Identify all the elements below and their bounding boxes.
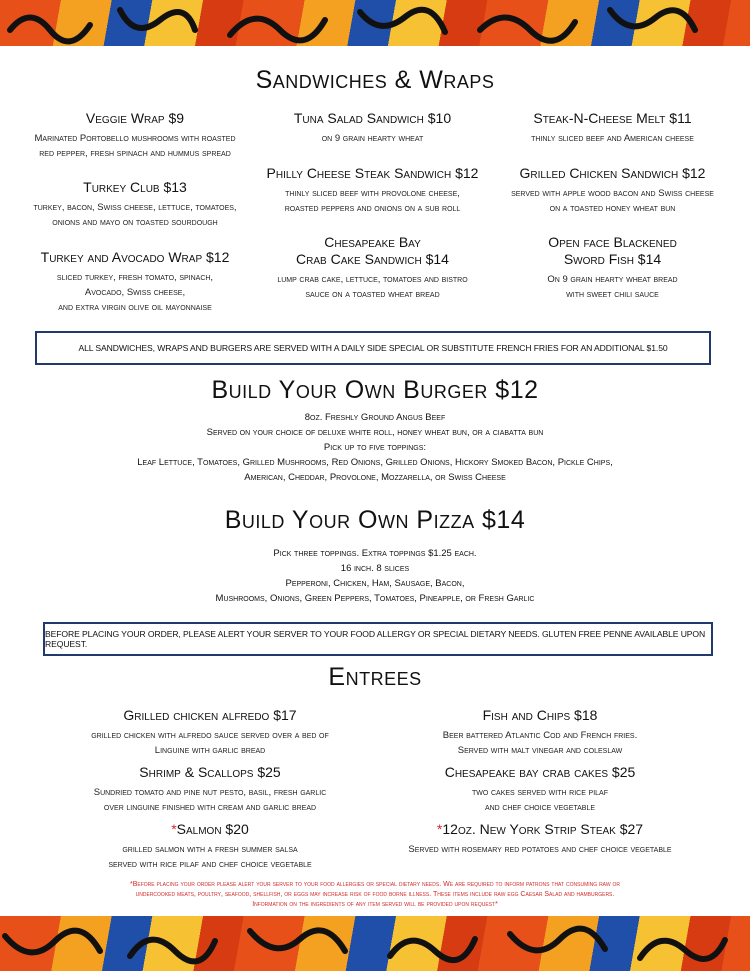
- item-name: Chesapeake Bay: [324, 234, 421, 250]
- item-desc: thinly sliced beef with provolone cheese,: [285, 188, 460, 199]
- item-desc: roasted peppers and onions on a sub roll: [284, 203, 461, 214]
- pizza-line: Pick three toppings. Extra toppings $1.25 each.: [273, 548, 477, 559]
- entrees-title: Entrees: [328, 663, 422, 691]
- item-name: Fish and Chips $18: [482, 707, 598, 723]
- item-name: Salmon $20: [176, 821, 249, 837]
- burger-line: Served on your choice of deluxe white roll, honey wheat bun, or a ciabatta bun: [206, 427, 544, 438]
- item-desc: served with apple wood bacon and Swiss cheese: [511, 188, 714, 199]
- item-desc: on a toasted honey wheat bun: [549, 203, 676, 214]
- burger-line: Pick up to five toppings:: [323, 442, 427, 453]
- item-desc: Marinated Portobello mushrooms with roasted: [34, 133, 236, 144]
- item-desc: grilled chicken with alfredo sauce served over a bed of: [91, 730, 329, 741]
- item-desc: Beer battered Atlantic Cod and French fries.: [442, 730, 638, 741]
- menu-item: [255, 110, 490, 146]
- item-desc: red pepper, fresh spinach and hummus spread: [39, 148, 231, 159]
- menu-item: [490, 110, 735, 146]
- side-notice-text: ALL SANDWICHES, WRAPS AND BURGERS ARE SERVED WITH A DAILY SIDE SPECIAL OR SUBSTITUTE FRENCH FRIES FOR AN ADDITIONAL $1.50: [78, 343, 668, 353]
- menu-item: [40, 764, 380, 815]
- disclaimer-line: Information on the ingredients of any item served will be provided upon request*: [252, 901, 498, 908]
- menu-item: [40, 707, 380, 758]
- burger-line: American, Cheddar, Provolone, Mozzarella, or Swiss Cheese: [244, 472, 506, 483]
- allergy-notice-text: BEFORE PLACING YOUR ORDER, PLEASE ALERT YOUR SERVER TO YOUR FOOD ALLERGY OR SPECIAL DIETARY NEEDS. GLUTEN FREE PENNE AVAILABLE UPON REQUEST.: [45, 629, 706, 649]
- item-desc: On 9 grain hearty wheat bread: [547, 274, 678, 285]
- menu-item: [355, 707, 725, 758]
- item-name: Philly Cheese Steak Sandwich $12: [266, 165, 479, 181]
- decorative-band-bottom: [0, 916, 750, 971]
- item-name: Turkey Club $13: [83, 179, 187, 195]
- burger-title: Build Your Own Burger $12: [211, 376, 539, 404]
- side-notice-box: [35, 331, 711, 365]
- item-name: Crab Cake Sandwich $14: [296, 251, 449, 267]
- star-marker: *: [171, 821, 177, 837]
- menu-item: [15, 179, 255, 230]
- item-name: 12oz. New York Strip Steak $27: [442, 821, 644, 837]
- item-name: Open face Blackened: [548, 234, 677, 250]
- item-desc: served with rice pilaf and chef choice vegetable: [108, 859, 312, 870]
- burger-line: 8oz. Freshly Ground Angus Beef: [304, 412, 446, 423]
- menu-item: [355, 821, 725, 857]
- sandwiches-title: Sandwiches & Wraps: [255, 66, 495, 94]
- item-desc: and extra virgin olive oil mayonnaise: [58, 302, 212, 313]
- item-desc: lump crab cake, lettuce, tomatoes and bistro: [277, 274, 468, 285]
- item-desc: Linguine with garlic bread: [154, 745, 266, 756]
- item-desc: two cakes served with rice pilaf: [472, 787, 608, 798]
- item-desc: Sundried tomato and pine nut pesto, basil, fresh garlic: [93, 787, 327, 798]
- item-desc: Avocado, Swiss cheese,: [84, 287, 186, 298]
- allergy-notice-box: [43, 622, 713, 656]
- item-name: Veggie Wrap $9: [85, 110, 185, 126]
- menu-item: [490, 165, 735, 216]
- item-desc: Served with malt vinegar and coleslaw: [457, 745, 623, 756]
- item-name-row: [355, 821, 725, 838]
- menu-item: [355, 764, 725, 815]
- item-name: Shrimp & Scallops $25: [139, 764, 281, 780]
- item-desc: grilled salmon with a fresh summer salsa: [122, 844, 298, 855]
- item-name: Chesapeake bay crab cakes $25: [444, 764, 636, 780]
- disclaimer-line: undercooked meats, poultry, seafood, shellfish, or eggs may increase risk of food borne illness. These items include raw egg Caesar Salad and hamburgers.: [135, 891, 615, 898]
- swirl-pattern-icon: [0, 0, 750, 46]
- item-desc: on 9 grain hearty wheat: [321, 133, 424, 144]
- menu-item: [490, 234, 735, 302]
- pizza-title: Build Your Own Pizza $14: [224, 506, 526, 534]
- pizza-line: Mushrooms, Onions, Green Peppers, Tomatoes, Pineapple, or Fresh Garlic: [215, 593, 535, 604]
- item-name-row: [40, 821, 380, 838]
- swirl-pattern-icon: [0, 916, 750, 971]
- menu-item: [255, 234, 490, 302]
- item-name: Tuna Salad Sandwich $10: [293, 110, 452, 126]
- item-desc: sauce on a toasted wheat bread: [305, 289, 440, 300]
- star-marker: *: [436, 821, 443, 837]
- item-name: Turkey and Avocado Wrap $12: [40, 249, 230, 265]
- menu-item: [40, 821, 380, 872]
- item-name: Steak-N-Cheese Melt $11: [533, 110, 692, 126]
- pizza-line: 16 inch. 8 slices: [340, 563, 410, 574]
- menu-item: [15, 249, 255, 315]
- item-desc: and chef choice vegetable: [484, 802, 596, 813]
- menu-item: [255, 165, 490, 216]
- item-desc: Served with rosemary red potatoes and chef choice vegetable: [408, 844, 672, 855]
- disclaimer-line: *Before placing your order please alert your server to your food allergies or special dietary needs. We are required to inform patrons that consuming raw or: [129, 881, 620, 888]
- pizza-line: Pepperoni, Chicken, Ham, Sausage, Bacon,: [285, 578, 465, 589]
- item-desc: thinly sliced beef and American cheese: [531, 133, 694, 144]
- item-name: Grilled Chicken Sandwich $12: [519, 165, 706, 181]
- decorative-band-top: [0, 0, 750, 46]
- item-desc: onions and mayo on toasted sourdough: [52, 217, 218, 228]
- burger-line: Leaf Lettuce, Tomatoes, Grilled Mushrooms, Red Onions, Grilled Onions, Hickory Smoked Bacon, Pickle Chips,: [137, 457, 613, 468]
- burger-details: [0, 410, 750, 485]
- item-desc: sliced turkey, fresh tomato, spinach,: [56, 272, 214, 283]
- food-safety-disclaimer: [90, 880, 660, 910]
- item-desc: with sweet chili sauce: [566, 289, 659, 300]
- item-desc: over linguine finished with cream and garlic bread: [103, 802, 317, 813]
- item-desc: turkey, bacon, Swiss cheese, lettuce, tomatoes,: [33, 202, 237, 213]
- item-name: Sword Fish $14: [563, 251, 662, 267]
- pizza-details: [0, 546, 750, 606]
- menu-item: [15, 110, 255, 161]
- item-name: Grilled chicken alfredo $17: [123, 707, 297, 723]
